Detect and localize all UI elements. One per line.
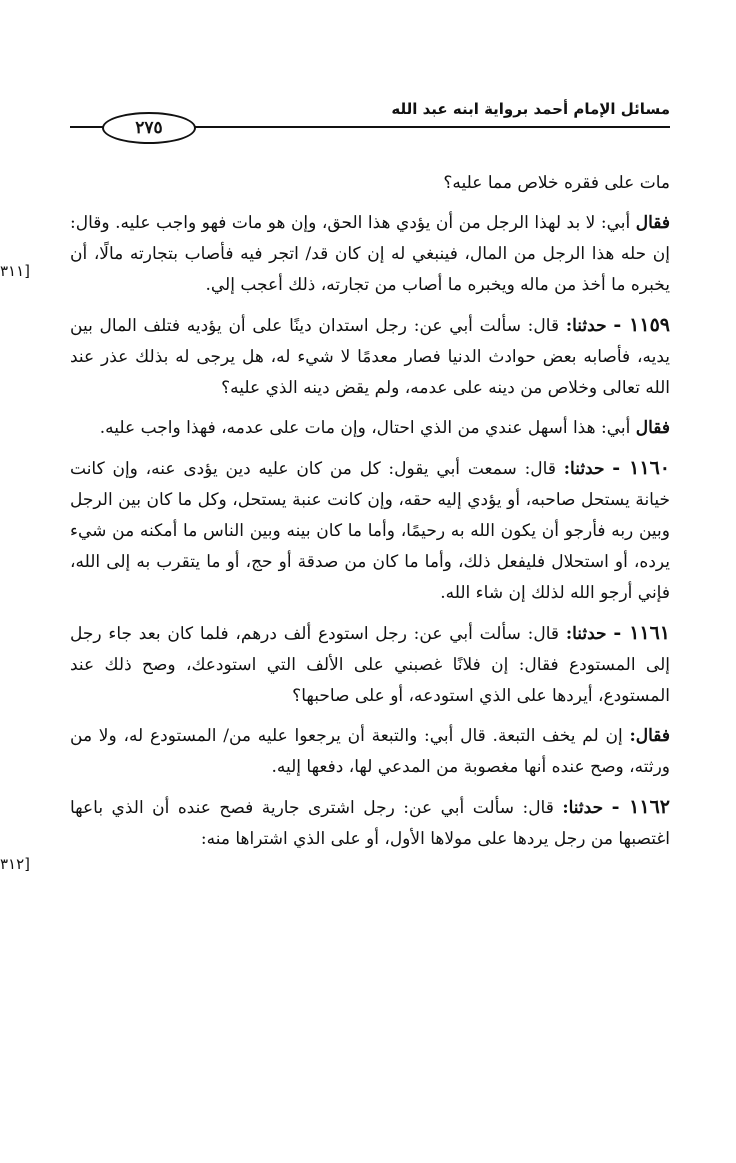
paragraph-label: حدثنا: bbox=[563, 459, 605, 479]
paragraph-label: فقال: bbox=[629, 726, 670, 746]
paragraph-1162 bbox=[70, 792, 670, 855]
page-number: ٢٧٥ bbox=[102, 112, 196, 144]
paragraph-continuation bbox=[70, 168, 670, 199]
page-header bbox=[70, 92, 670, 152]
paragraph-text: أبي: لا بد لهذا الرجل من أن يؤدي هذا الحق، وإن هو مات فهو واجب عليه. وقال: إن حله هذا الرجل من المال، فينبغي له إن كان قد/ اتجر فيه فأصاب بتجارته مالًا، أن يخبره ما أخذ من ماله ويخبره ما أصاب من تجارته، ذلك أعجب إلي. bbox=[70, 213, 670, 295]
issue-number: ١١٦١ - bbox=[613, 622, 671, 644]
issue-number: ١١٦٠ - bbox=[612, 457, 670, 479]
paragraph-text: قال: سألت أبي عن: رجل استودع ألف درهم، فلما كان بعد جاء رجل إلى المستودع فقال: إن فلانًا غصبني على الألف التي استودعك، وصح ذلك عند المستودع، أيردها على الذي استودعه، أو على صاحبها؟ bbox=[70, 624, 670, 706]
paragraph-answer bbox=[70, 721, 670, 783]
paragraph-text: أبي: هذا أسهل عندي من الذي احتال، وإن مات على عدمه، فهذا واجب عليه. bbox=[99, 418, 631, 438]
paragraph-label: فقال bbox=[635, 418, 670, 438]
paragraph-1160 bbox=[70, 453, 670, 609]
paragraph-1161 bbox=[70, 618, 670, 712]
margin-note-311: [٣١١ bbox=[0, 262, 31, 280]
running-title: مسائل الإمام أحمد برواية ابنه عبد الله bbox=[391, 100, 670, 118]
paragraph-label: حدثنا: bbox=[565, 624, 607, 644]
paragraph-text: قال: سمعت أبي يقول: كل من كان عليه دين يؤدى عنه، وإن كانت خيانة يستحل صاحبه، أو يؤدي إليه حقه، وإن كانت عنبة يستحل، وكل ما كان بين الرجل وبين ربه فأرجو أن يكون الله به رحيمًا، وأما ما كان بينه وبين الناس ما أمكنه من شيء يرده، أو استحلال فليفعل ذلك، وأما ما كان من صدقة أو حج، أو ما يتقرب به إلى الله، فإني أرجو الله لذلك إن شاء الله. bbox=[70, 459, 670, 603]
paragraph-text: مات على فقره خلاص مما عليه؟ bbox=[443, 173, 670, 193]
margin-note-312: [٣١٢ bbox=[0, 855, 31, 873]
paragraph-1159 bbox=[70, 310, 670, 404]
issue-number: ١١٦٢ - bbox=[611, 796, 670, 818]
paragraph-text: قال: سألت أبي عن: رجل اشترى جارية فصح عنده أن الذي باعها اغتصبها من رجل يردها على مولاها الأول، أو على الذي اشتراها منه: bbox=[70, 798, 670, 849]
paragraph-answer bbox=[70, 413, 670, 444]
paragraph-label: حدثنا: bbox=[565, 316, 607, 336]
paragraph-label: فقال bbox=[635, 213, 671, 233]
issue-number: ١١٥٩ - bbox=[613, 314, 670, 336]
page-body bbox=[70, 168, 670, 864]
paragraph-answer bbox=[70, 208, 670, 301]
paragraph-text: قال: سألت أبي عن: رجل استدان دينًا على أن يؤديه فتلف المال بين يديه، فأصابه بعض حوادث الدنيا فصار معدمًا لا شيء له، هل يرجى له بذلك عذر عند الله تعالى وخلاص من دينه على عدمه، ولم يقض دينه الذي عليه؟ bbox=[70, 316, 670, 398]
paragraph-text: إن لم يخف التبعة. قال أبي: والتبعة أن يرجعوا عليه من/ المستودع له، ولا من ورثته، وصح عنده أنها مغصوبة من المدعي لها، دفعها إليه. bbox=[70, 726, 670, 777]
paragraph-label: حدثنا: bbox=[562, 798, 604, 818]
